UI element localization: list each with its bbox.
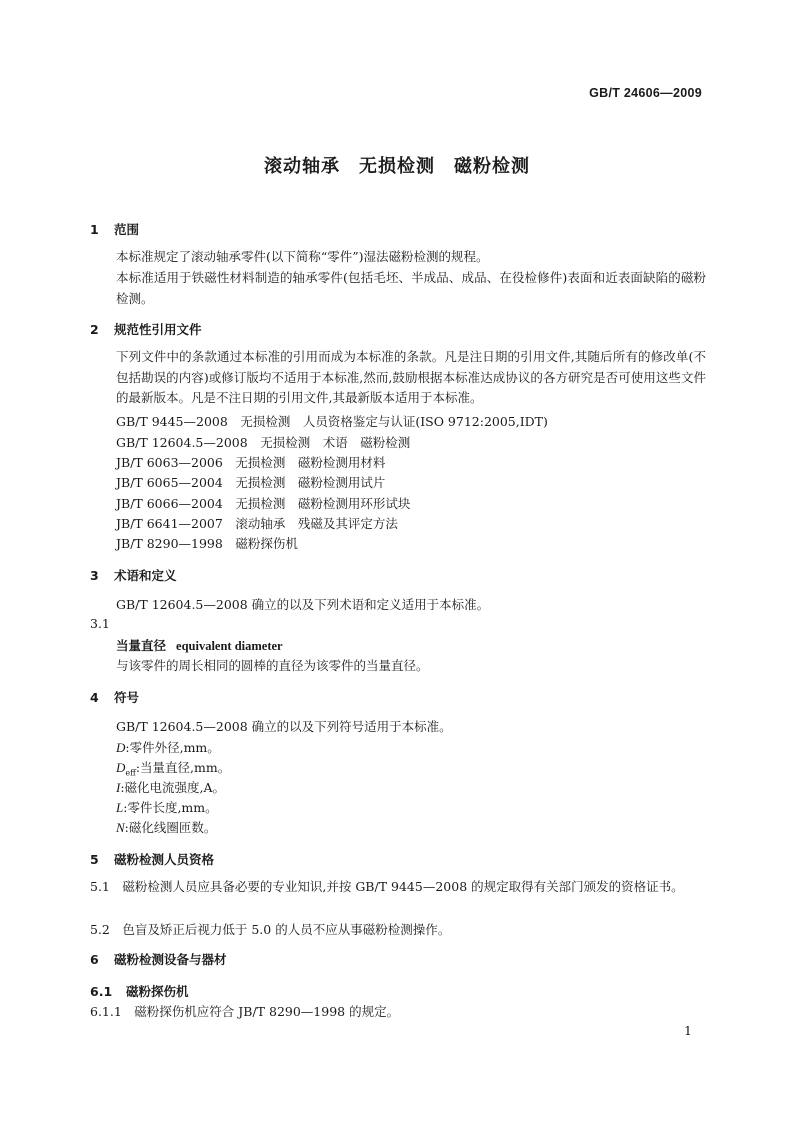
paragraph-text: 本标准适用于铁磁性材料制造的轴承零件(包括毛坯、半成品、成品、在役检修件)表面和近表面缺陷的磁粉检测。 (116, 270, 706, 306)
section-6-heading (90, 950, 227, 968)
section-number: 4 (90, 690, 99, 705)
clause-5-1: 5.1 磁粉检测人员应具备必要的专业知识,并按 GB/T 9445—2008 的规定取得有关部门颁发的资格证书。 (90, 879, 684, 894)
section-number: 3 (90, 568, 99, 583)
subsection-number: 6.1 (90, 984, 113, 999)
section-3-intro: GB/T 12604.5—2008 确立的以及下列术语和定义适用于本标准。 (116, 597, 490, 612)
reference-item: JB/T 6063—2006 无损检测 磁粉检测用材料 (116, 455, 386, 470)
section-1-paragraph-1 (90, 247, 706, 268)
reference-item: JB/T 8290—1998 磁粉探伤机 (116, 536, 298, 551)
symbol: N (116, 820, 125, 835)
symbol-subscript: eff (125, 768, 136, 778)
document-title: 滚动轴承 无损检测 磁粉检测 (264, 156, 530, 177)
symbol-item (116, 798, 218, 816)
clause-6-1-1: 6.1.1 磁粉探伤机应符合 JB/T 8290—1998 的规定。 (90, 1004, 400, 1019)
symbol: L (116, 800, 124, 815)
clause-5-2: 5.2 色盲及矫正后视力低于 5.0 的人员不应从事磁粉检测操作。 (90, 922, 451, 937)
symbol-description: :磁化线圈匝数。 (124, 820, 217, 835)
symbol-item (116, 738, 220, 756)
reference-item: JB/T 6641—2007 滚动轴承 残磁及其评定方法 (116, 516, 398, 531)
reference-item: GB/T 12604.5—2008 无损检测 术语 磁粉检测 (116, 435, 411, 450)
term-entry (116, 636, 283, 654)
paragraph-text: 本标准规定了滚动轴承零件(以下简称“零件”)湿法磁粉检测的规程。 (116, 249, 489, 264)
symbol: I (116, 780, 121, 795)
section-title: 规范性引用文件 (114, 322, 202, 337)
subsection-title: 磁粉探伤机 (126, 984, 189, 999)
symbol-description: :磁化电流强度,A。 (120, 780, 226, 795)
section-title: 磁粉检测设备与器材 (114, 952, 227, 967)
term-definition: 与该零件的周长相同的圆棒的直径为该零件的当量直径。 (116, 658, 429, 673)
clause-number: 3.1 (90, 616, 110, 631)
section-2-heading (90, 320, 202, 338)
section-3-heading (90, 566, 177, 584)
symbol-item (116, 778, 225, 796)
section-title: 符号 (114, 690, 140, 705)
section-1-paragraph-2 (90, 268, 706, 309)
symbol: D (116, 740, 126, 755)
term-english: equivalent diameter (176, 639, 283, 653)
section-number: 2 (90, 322, 99, 337)
symbol-description: :当量直径,mm。 (135, 760, 231, 775)
reference-item: JB/T 6065—2004 无损检测 磁粉检测用试片 (116, 475, 386, 490)
symbol-item (116, 818, 216, 836)
page-number: 1 (684, 1023, 692, 1038)
section-number: 6 (90, 952, 99, 967)
term-chinese: 当量直径 (116, 638, 167, 653)
section-number: 1 (90, 222, 99, 237)
section-title: 范围 (114, 222, 140, 237)
section-5-heading (90, 850, 214, 868)
paragraph-text: 下列文件中的条款通过本标准的引用而成为本标准的条款。凡是注日期的引用文件,其随后所有的修改单(不包括勘误的内容)或修订版均不适用于本标准,然而,鼓励根据本标准达成协议的各方研究是否可使用这些文件的最新版本。凡是不注日期的引用文件,其最新版本适用于本标准。 (116, 349, 706, 406)
section-4-intro: GB/T 12604.5—2008 确立的以及下列符号适用于本标准。 (116, 719, 452, 734)
section-title: 磁粉检测人员资格 (114, 852, 215, 867)
subsection-6-1-heading (90, 982, 189, 1000)
section-title: 术语和定义 (114, 568, 177, 583)
document-code: GB/T 24606—2009 (589, 86, 702, 100)
reference-item: GB/T 9445—2008 无损检测 人员资格鉴定与认证(ISO 9712:2005,IDT) (116, 414, 548, 429)
symbol-description: :零件长度,mm。 (123, 800, 218, 815)
reference-item: JB/T 6066—2004 无损检测 磁粉检测用环形试块 (116, 496, 411, 511)
section-2-intro (90, 347, 706, 409)
symbol-item (116, 758, 230, 778)
symbol: D (116, 760, 126, 775)
section-4-heading (90, 688, 139, 706)
section-1-heading (90, 220, 139, 238)
symbol-description: :零件外径,mm。 (125, 740, 220, 755)
section-number: 5 (90, 852, 99, 867)
